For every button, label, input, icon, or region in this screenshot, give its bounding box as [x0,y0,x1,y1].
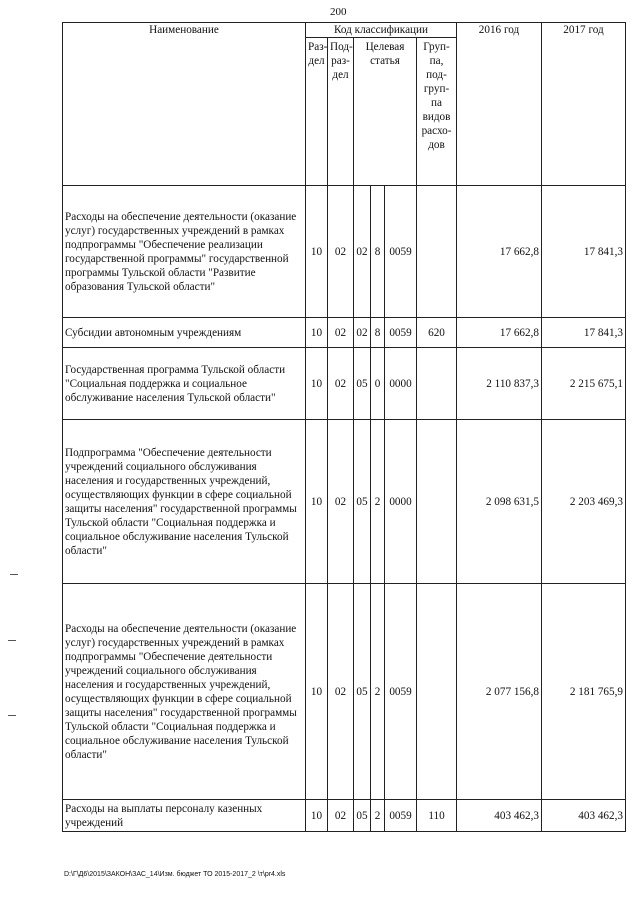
row-razdel: 10 [306,318,328,348]
table-row [63,800,626,832]
row-cs-subprogram: 2 [371,584,385,800]
margin-mark [10,574,18,575]
budget-table [62,22,626,832]
row-2016: 2 077 156,8 [457,584,542,800]
row-podrazdel: 02 [328,318,354,348]
row-2017: 2 181 765,9 [542,584,626,800]
column-header-subsection: Под- раз- дел [328,38,354,186]
margin-mark [8,715,16,716]
column-header-2017: 2017 год [542,23,626,186]
row-name: Подпрограмма "Обеспечение деятельности учреждений социального обслуживания населения и государственных учреждений, осуществляющих функции в сфере социальной защиты населения" государственной программы Тульской области "Социальная поддержка и социальное обслуживание населения Тульской области" [63,420,306,584]
row-2016: 2 110 837,3 [457,348,542,420]
row-name: Расходы на обеспечение деятельности (оказание услуг) государственных учреждений в рамках подпрограммы "Обеспечение деятельности учреждений социального обслуживания населения и государственных учреждений, осуществляющих функции в сфере социальной защиты населения" государственной программы Тульской области "Социальная поддержка и социальное обслуживание населения Тульской области" [63,584,306,800]
table-row [63,186,626,318]
row-2017: 17 841,3 [542,318,626,348]
row-cs-direction: 0059 [385,584,417,800]
column-header-code: Код классификации [306,23,457,38]
row-2016: 403 462,3 [457,800,542,832]
row-podrazdel: 02 [328,800,354,832]
row-cs-program: 02 [354,318,371,348]
column-header-section: Раз- дел [306,38,328,186]
column-header-2016: 2016 год [457,23,542,186]
row-name: Субсидии автономным учреждениям [63,318,306,348]
row-name: Государственная программа Тульской области "Социальная поддержка и социальное обслуживание населения Тульской области" [63,348,306,420]
row-2016: 17 662,8 [457,186,542,318]
row-vr [417,420,457,584]
row-cs-program: 05 [354,420,371,584]
header-row-top [63,23,626,38]
row-2017: 403 462,3 [542,800,626,832]
row-2016: 17 662,8 [457,318,542,348]
row-razdel: 10 [306,348,328,420]
row-vr [417,584,457,800]
page-number: 200 [330,6,347,18]
row-2017: 2 215 675,1 [542,348,626,420]
row-cs-subprogram: 2 [371,800,385,832]
table-row [63,584,626,800]
column-header-name: Наименование [63,23,306,186]
file-path-footer: D:\Г\Д6\2015\ЗАКОН\ЗАС_14\Изм. бюджет ТО 2015-2017_2 \т\pr4.xls [64,871,286,878]
row-name: Расходы на выплаты персоналу казенных учреждений [63,800,306,832]
row-cs-program: 02 [354,186,371,318]
row-razdel: 10 [306,584,328,800]
margin-mark [8,640,16,641]
row-vr [417,348,457,420]
row-podrazdel: 02 [328,420,354,584]
row-vr [417,186,457,318]
row-name: Расходы на обеспечение деятельности (оказание услуг) государственных учреждений в рамках подпрограммы "Обеспечение реализации государственной программы" государственной программы Тульской области "Развитие образования Тульской области" [63,186,306,318]
row-vr: 110 [417,800,457,832]
column-header-group: Груп- па, под- груп- па видов расхо- дов [417,38,457,186]
table-row [63,348,626,420]
row-cs-program: 05 [354,800,371,832]
row-razdel: 10 [306,420,328,584]
row-cs-direction: 0059 [385,318,417,348]
row-vr: 620 [417,318,457,348]
row-cs-subprogram: 8 [371,318,385,348]
row-2016: 2 098 631,5 [457,420,542,584]
row-cs-program: 05 [354,584,371,800]
row-razdel: 10 [306,800,328,832]
row-cs-direction: 0059 [385,186,417,318]
row-podrazdel: 02 [328,186,354,318]
row-cs-subprogram: 2 [371,420,385,584]
column-header-target: Целевая статья [354,38,417,186]
row-podrazdel: 02 [328,348,354,420]
row-podrazdel: 02 [328,584,354,800]
row-cs-subprogram: 8 [371,186,385,318]
row-cs-subprogram: 0 [371,348,385,420]
row-cs-direction: 0059 [385,800,417,832]
row-cs-direction: 0000 [385,348,417,420]
row-2017: 17 841,3 [542,186,626,318]
row-cs-program: 05 [354,348,371,420]
row-2017: 2 203 469,3 [542,420,626,584]
row-cs-direction: 0000 [385,420,417,584]
table-row [63,318,626,348]
table-row [63,420,626,584]
row-razdel: 10 [306,186,328,318]
